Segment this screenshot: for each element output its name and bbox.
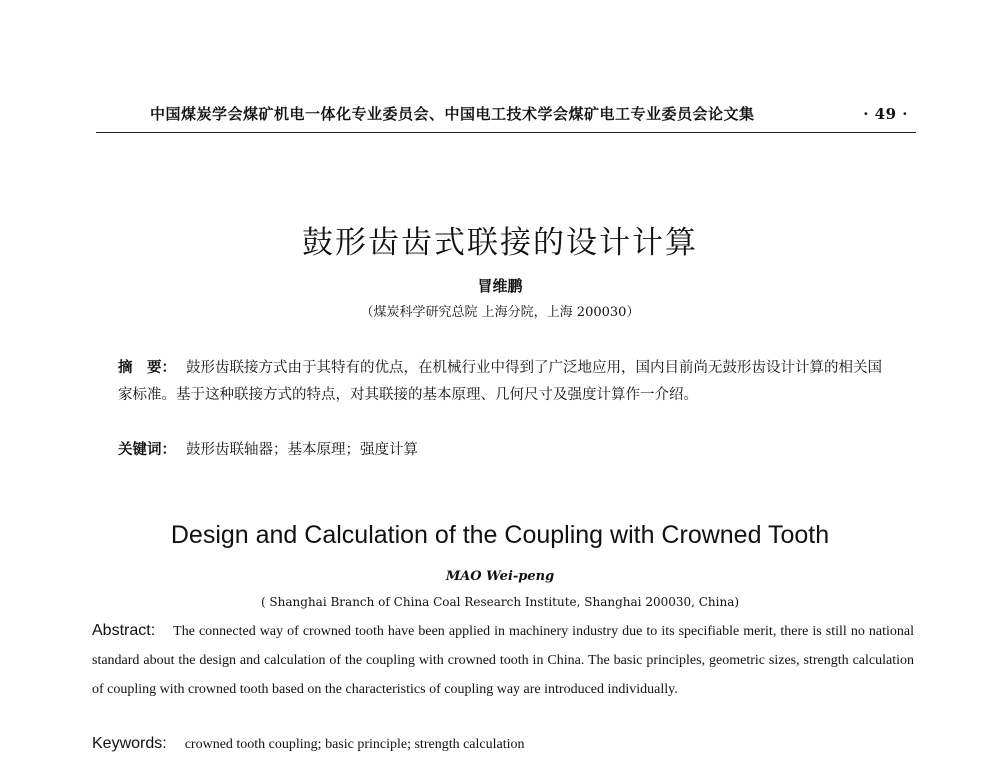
- english-abstract-text: The connected way of crowned tooth have been applied in machinery industry due to its specifiable merit, there is still no national standard about the design and calculation of the coupling with crowned tooth in China. The basic principles, geometric sizes, strength calculation of coupling with crowned tooth based on the characteristics of coupling way are introduced individually.: [92, 624, 914, 697]
- english-keywords-label: Keywords:: [92, 735, 167, 752]
- chinese-title: 鼓形齿齿式联接的设计计算: [302, 224, 698, 261]
- chinese-keywords: [118, 436, 888, 464]
- chinese-abstract: [118, 354, 888, 409]
- english-abstract: [92, 616, 914, 704]
- running-header: [96, 103, 916, 133]
- conference-name: 中国煤炭学会煤矿机电一体化专业委员会、中国电工技术学会煤矿电工专业委员会论文集: [150, 105, 755, 123]
- english-affiliation: ( Shanghai Branch of China Coal Research Institute, Shanghai 200030, China): [260, 595, 740, 609]
- chinese-abstract-text: 鼓形齿联接方式由于其特有的优点，在机械行业中得到了广泛地应用，国内目前尚无鼓形齿设计计算的相关国家标准。基于这种联接方式的特点，对其联接的基本原理、几何尺寸及强度计算作一介绍。: [118, 360, 882, 403]
- chinese-abstract-label: 摘 要：: [118, 359, 176, 376]
- english-abstract-label: Abstract:: [92, 622, 156, 639]
- english-title: Design and Calculation of the Coupling with Crowned Tooth: [170, 520, 830, 549]
- chinese-author: 冒维鹏: [477, 277, 523, 295]
- chinese-keywords-text: 鼓形齿联轴器；基本原理；强度计算: [186, 442, 418, 458]
- chinese-affiliation: （煤炭科学研究总院 上海分院，上海 200030）: [360, 305, 640, 320]
- chinese-keywords-label: 关键词：: [118, 441, 176, 458]
- page-number: · 49 ·: [863, 105, 908, 123]
- english-keywords: [92, 733, 914, 756]
- english-keywords-text: crowned tooth coupling; basic principle; strength calculation: [184, 737, 525, 752]
- english-author: MAO Wei-peng: [445, 569, 555, 584]
